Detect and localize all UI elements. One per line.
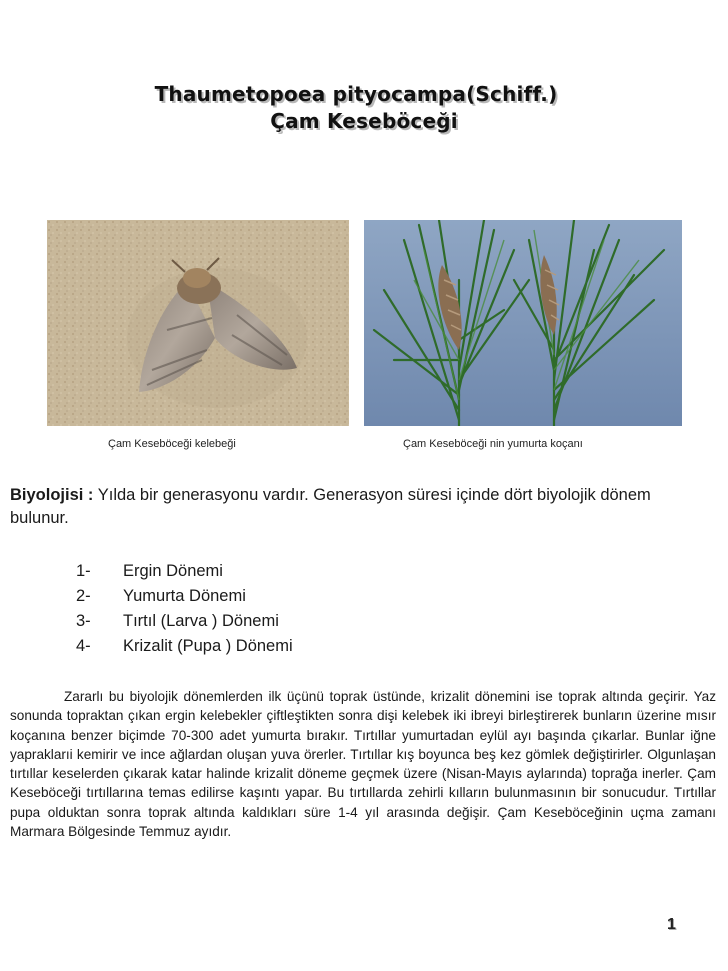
biology-label: Biyolojisi : bbox=[10, 486, 94, 504]
stage-number: 3- bbox=[76, 612, 91, 630]
biology-text: Yılda bir generasyonu vardır. Generasyon süresi içinde dört biyolojik dönem bulunur. bbox=[10, 486, 651, 527]
biology-intro bbox=[10, 484, 710, 530]
document-subtitle: Çam Keseböceği bbox=[270, 109, 458, 133]
stage-number: 1- bbox=[76, 562, 91, 580]
stage-name: Krizalit (Pupa ) Dönemi bbox=[123, 637, 293, 655]
page-number: 1 bbox=[667, 916, 676, 933]
pine-caption: Çam Keseböceği nin yumurta koçanı bbox=[403, 438, 583, 450]
moth-caption: Çam Keseböceği kelebeği bbox=[108, 438, 236, 450]
stage-name: Yumurta Dönemi bbox=[123, 587, 246, 605]
stage-number: 4- bbox=[76, 637, 91, 655]
document-title: Thaumetopoea pityocampa(Schiff.) bbox=[154, 82, 558, 106]
stage-name: Tırtıl (Larva ) Dönemi bbox=[123, 612, 279, 630]
moth-photo bbox=[47, 220, 349, 426]
stage-number: 2- bbox=[76, 587, 91, 605]
pine-egg-photo bbox=[364, 220, 682, 426]
body-paragraph: Zararlı bu biyolojik dönemlerden ilk üçünü toprak üstünde, krizalit dönemini ise toprak altında geçirir. Yaz sonunda topraktan çıkan ergin kelebekler çiftleştikten sonra dişi kelebek iki ibreyi birleştirerek bunların üzerine mısır koçanına benzer biçimde 70-300 adet yumurta bırakır. Tırtıllar yumurtadan eylül ayı başında çıkarlar. Bunlar iğne yapraklarıi kemirir ve ince ağlardan oluşan yuva örerler. Tırtıllar kış boyunca beş kez gömlek değiştirirler. Olgunlaşan tırtıllar keselerden çıkarak katar halinde krizalit döneme geçmek üzere (Nisan-Mayıs aylarında) toprağa inerler. Çam Keseböceği tırtıllarına temas edilirse kaşıntı yapar. Bu tırtıllarda zehirli kılların bulunmasının bir sonucudur. Tırtıllar pupa olduktan sonra toprak altında kaldıkları süre 1-4 yıl arasında değişir. Çam Keseböceğinin uçma zamanı Marmara Bölgesinde Temmuz ayıdır. bbox=[10, 689, 716, 840]
stage-name: Ergin Dönemi bbox=[123, 562, 223, 580]
